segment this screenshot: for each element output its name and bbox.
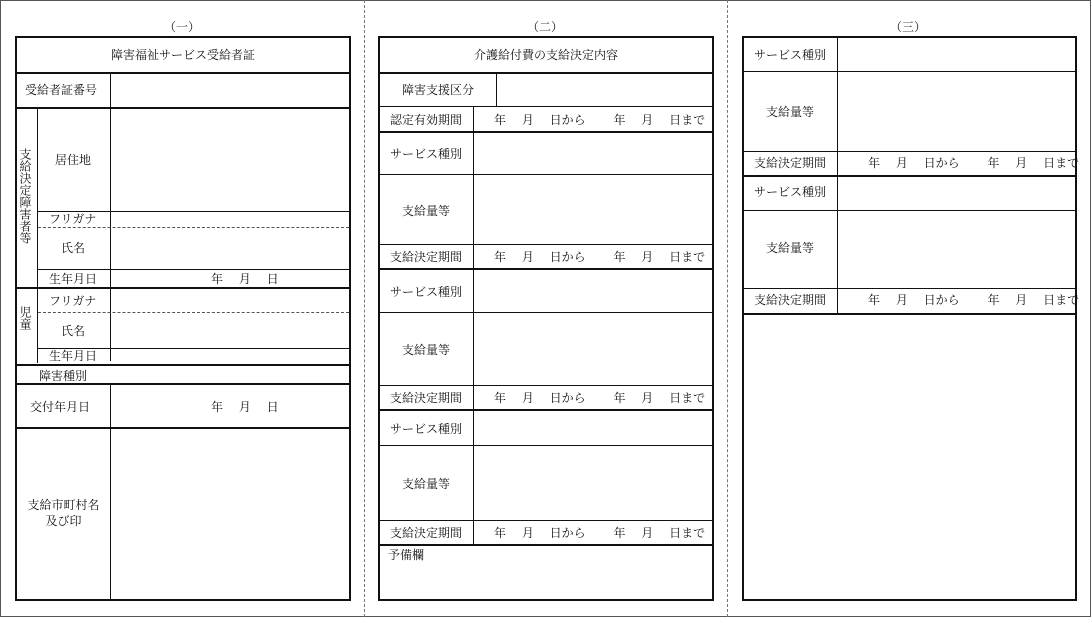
panel-number-1: （一） [163,20,200,34]
divider [380,106,712,107]
decision-period-label: 支給決定期間 [390,391,463,405]
decision-period-value: 年 月 日から 年 月 日まで [494,391,706,405]
divider [473,411,474,544]
issue-date-label: 交付年月日 [30,400,91,414]
divider [380,72,712,74]
divider [744,313,1075,315]
divider [17,107,349,109]
divider [496,73,497,106]
divider [17,72,349,74]
decision-period-label: 支給決定期間 [390,526,463,540]
fold-line-2 [727,0,728,617]
divider [110,73,111,107]
name-label: 氏名 [61,241,86,255]
certificate-title: 障害福祉サービス受給者証 [110,48,255,62]
dashed-divider [38,312,349,313]
decision-period-value: 年 月 日から 年 月 日まで [494,250,706,264]
service-type-label: サービス種別 [390,422,463,436]
divider [17,427,349,429]
furigana-label: フリガナ [49,212,97,226]
amount-label: 支給量等 [766,241,815,255]
panel-number-3: （三） [889,20,926,34]
certificate-panel [15,36,351,601]
divider [17,383,349,385]
amount-label: 支給量等 [402,343,451,357]
divider [380,131,712,133]
valid-period-label: 認定有効期間 [390,113,463,127]
divider [380,174,712,175]
divider [380,312,712,313]
divider [380,520,712,521]
divider [380,244,712,245]
notes-label: 予備欄 [388,548,425,562]
divider [837,177,838,313]
child-dob-label: 生年月日 [49,349,98,363]
amount-label: 支給量等 [766,105,815,119]
decision-period-label: 支給決定期間 [754,156,827,170]
divider [837,38,838,175]
divider [744,151,1075,152]
divider [473,270,474,409]
child-group-label: 児童 [18,306,32,330]
issue-date-value: 年 月 日 [211,400,279,414]
amount-label: 支給量等 [402,477,451,491]
divider [37,108,38,288]
valid-period-value: 年 月 日から 年 月 日まで [494,113,706,127]
divider [380,544,712,546]
divider [744,288,1075,289]
disability-type-label: 障害種別 [39,369,88,383]
divider [17,287,349,289]
divider [473,133,474,268]
decision-period-label: 支給決定期間 [754,293,827,307]
service-type-label: サービス種別 [754,48,827,62]
recipient-group-label: 支給決定障害者等 [18,148,32,244]
service-type-label: サービス種別 [390,147,463,161]
divider [380,268,712,270]
payment-decision-panel [378,36,714,601]
municipality-label-line2: 及び印 [45,514,82,528]
child-furigana-label: フリガナ [49,294,97,308]
service-type-label: サービス種別 [754,185,827,199]
payment-decision-continued-panel [742,36,1080,601]
decision-period-label: 支給決定期間 [390,250,463,264]
payment-decision-title: 介護給付費の支給決定内容 [473,48,618,62]
decision-period-value: 年 月 日から 年 月 日まで [868,156,1080,170]
divider [744,71,1075,72]
divider [38,269,349,270]
divider [380,445,712,446]
dob-value: 年 月 日 [211,272,279,286]
dob-label: 生年月日 [49,272,98,286]
recipient-number-label: 受給者証番号 [25,83,98,97]
service-type-label: サービス種別 [390,285,463,299]
divider [17,364,349,366]
divider [380,409,712,411]
divider [37,289,38,363]
decision-period-value: 年 月 日から 年 月 日まで [868,293,1080,307]
decision-period-value: 年 月 日から 年 月 日まで [494,526,706,540]
child-name-label: 氏名 [61,324,86,338]
divider [110,385,111,427]
dashed-divider [38,227,349,228]
municipality-label-line1: 支給市町村名 [27,498,100,512]
amount-label: 支給量等 [402,204,451,218]
address-label: 居住地 [55,153,92,167]
support-category-label: 障害支援区分 [402,83,475,97]
divider [473,107,474,131]
divider [110,429,111,599]
divider [744,210,1075,211]
panel-number-2: （二） [526,20,563,34]
divider [744,175,1075,177]
divider [110,108,111,361]
fold-line-1 [364,0,365,617]
divider [380,385,712,386]
